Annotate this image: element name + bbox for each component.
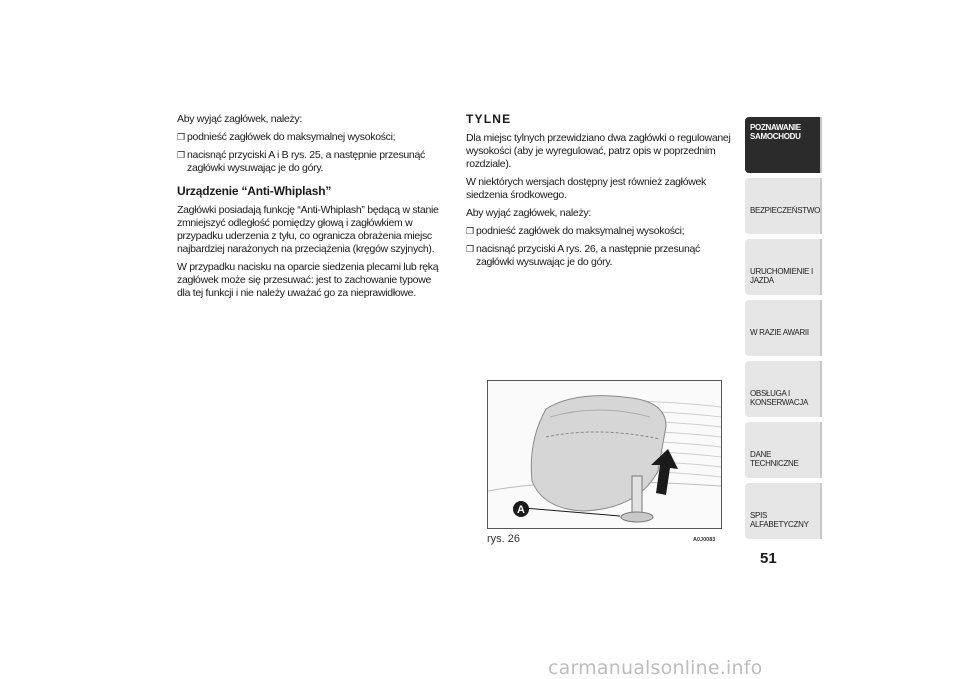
watermark: carmanualsonline.info	[548, 657, 763, 679]
figure-code: A0J0083	[693, 537, 716, 543]
paragraph: Zagłówki posiadają funkcję “Anti-Whiplash” będącą w stanie zmniejszyć odległość pomiędzy głową i zagłówkiem w przypadku uderzenia z tyłu, co ogranicza obrażenia miejsc najbardziej narażonych na przeciążenia (kręgów szyjnych).	[177, 204, 439, 255]
list-item: ❒ podnieść zagłówek do maksymalnej wysokości;	[177, 131, 396, 143]
paragraph: W przypadku nacisku na oparcie siedzenia plecami lub ręką zagłówek może się przesuwać: jest to zachowanie typowe dla tej funkcji i nie należy uważać go za nieprawidłowe.	[177, 261, 439, 299]
subheading-anti-whiplash: Urządzenie “Anti-Whiplash”	[177, 184, 332, 198]
tab-w-razie-awarii[interactable]: W RAZIE AWARII	[745, 300, 822, 356]
bullet-icon: ❒	[177, 132, 185, 142]
bullet-icon: ❒	[466, 244, 474, 254]
remove-intro: Aby wyjąć zagłówek, należy:	[466, 207, 591, 219]
list-item: ❒ podnieść zagłówek do maksymalnej wysokości;	[466, 225, 685, 237]
right-column	[466, 113, 738, 274]
tab-spis-alfabetyczny[interactable]: SPIS ALFABETYCZNY	[745, 483, 822, 539]
callout-a-label: A	[517, 504, 525, 516]
chapter-tabs	[745, 117, 822, 544]
paragraph: W niektórych wersjach dostępny jest również zagłówek siedzenia środkowego.	[466, 176, 707, 201]
section-heading: TYLNE	[466, 112, 512, 126]
tab-dane-techniczne[interactable]: DANE TECHNICZNE	[745, 422, 822, 478]
remove-intro: Aby wyjąć zagłówek, należy:	[177, 113, 302, 125]
tab-bezpieczenstwo[interactable]: BEZPIECZEŃSTWO	[745, 178, 822, 234]
tab-poznawanie-samochodu[interactable]: POZNAWANIE SAMOCHODU	[745, 117, 822, 173]
page-number: 51	[760, 550, 777, 567]
headrest-illustration	[488, 381, 721, 528]
tab-uruchomienie-i-jazda[interactable]: URUCHOMIENIE I JAZDA	[745, 239, 822, 295]
list-item: ❒ nacisnąć przyciski A rys. 26, a następnie przesunąć zagłówki wysuwając je do góry.	[466, 243, 700, 268]
figure-caption: rys. 26	[487, 533, 521, 545]
bullet-icon: ❒	[466, 226, 474, 236]
headrest-figure	[487, 380, 722, 529]
left-column	[177, 113, 445, 305]
tab-obsluga-i-konserwacja[interactable]: OBSŁUGA I KONSERWACJA	[745, 361, 822, 417]
list-item: ❒ nacisnąć przyciski A i B rys. 25, a następnie przesunąć zagłówki wysuwając je do góry.	[177, 149, 425, 174]
paragraph: Dla miejsc tylnych przewidziano dwa zagłówki o regulowanej wysokości (aby je wyregulować, patrz opis w poprzednim rozdziale).	[466, 132, 731, 170]
bullet-icon: ❒	[177, 150, 185, 160]
